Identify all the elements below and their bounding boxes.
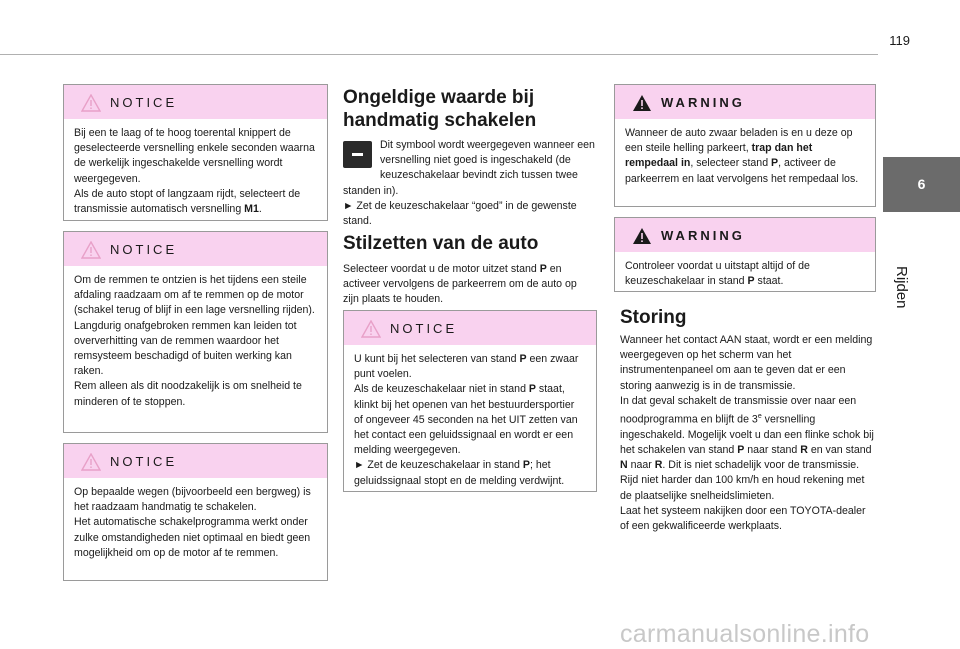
superscript: e — [757, 413, 762, 421]
notice-title: NOTICE — [390, 321, 458, 336]
notice-text: U kunt bij het selecteren van stand — [354, 353, 520, 365]
warning-text: staat. — [754, 275, 784, 288]
section-text: . Dit is niet schadelijk voor de transmissie. Rijd niet harder dan 100 km/h en houd rekening met de plaatselijke snelheidslimieten. Laat het systeem nakijken door een TOYOTA-dealer of een gekwalificeerde werkplaats. — [620, 459, 866, 532]
notice-box-4 — [343, 310, 597, 492]
notice-text: een zwaar punt voelen. Als de keuzeschakelaar niet in stand — [354, 353, 579, 396]
section-text: Selecteer voordat u de motor uitzet stand — [343, 263, 540, 275]
section-body — [343, 138, 595, 229]
notice-title: NOTICE — [110, 454, 178, 469]
gear-n: N — [620, 459, 628, 472]
warning-box-2 — [614, 217, 876, 292]
notice-body — [64, 119, 327, 217]
warning-triangle-filled-icon — [632, 227, 652, 245]
notice-title: NOTICE — [110, 95, 178, 110]
warning-triangle-outline-icon — [81, 241, 101, 259]
gear-p: P — [747, 275, 755, 288]
notice-text: Op bepaalde wegen (bijvoorbeeld een bergweg) is het raadzaam handmatig te schakelen. Het automatische schakelprogramma werkt onder zulke omstandigheden niet optimaal en biedt geen mogelijkheid om op de motor af te remmen. — [74, 486, 311, 559]
section-heading: Stilzetten van de auto — [343, 233, 539, 254]
section-text: versnelling ingeschakeld. Mogelijk voelt u dan een flinke schok bij het schakelen van stand — [620, 413, 874, 456]
section-failure — [620, 306, 874, 534]
warning-title: WARNING — [661, 228, 745, 243]
notice-header — [344, 311, 596, 345]
section-text: Dit symbool wordt weergegeven wanneer een versnelling niet goed is ingeschakeld (de keuzeschakelaar bevindt zich tussen twee standen in). — [343, 139, 595, 197]
notice-box-1 — [63, 84, 328, 221]
notice-header — [64, 85, 327, 119]
warning-header — [615, 218, 875, 252]
warning-box-1 — [614, 84, 876, 207]
warning-triangle-outline-icon — [81, 453, 101, 471]
section-text: en van stand — [807, 443, 872, 456]
gear-p: P — [771, 157, 779, 170]
gear-p: P — [528, 383, 536, 396]
section-text: naar — [627, 459, 655, 472]
warning-triangle-outline-icon — [81, 94, 101, 112]
gear-r: R — [654, 459, 663, 472]
warning-text: , selecteer stand — [690, 157, 772, 170]
notice-title: NOTICE — [110, 242, 178, 257]
notice-box-2 — [63, 231, 328, 433]
warning-text: Controleer voordat u uitstapt altijd of de keuzeschakelaar in stand — [625, 260, 810, 288]
notice-body — [64, 478, 327, 561]
warning-text: , activeer de parkeerrem en laat vervolgens het rempedaal los. — [625, 157, 859, 185]
warning-body — [615, 252, 875, 289]
section-heading: Ongeldige waarde bij handmatig schakelen — [343, 87, 537, 131]
notice-text: ; het geluidssignaal stopt en de melding verdwijnt. — [354, 459, 565, 487]
notice-text: Om de remmen te ontzien is het tijdens een steile afdaling raadzaam om af te remmen op de motor (schakel terug of blijf in een lage versnelling rijden). Langdurig onafgebroken remmen kan leiden tot oververhitting van de remmen waardoor het remsysteem beschadigd of buiten werking kan raken. Rem alleen als dit noodzakelijk is om snelheid te minderen of te stoppen. — [74, 274, 315, 408]
warning-emphasis: trap dan het rempedaal in — [625, 142, 813, 170]
section-invalid-gear — [343, 86, 595, 229]
warning-triangle-outline-icon — [361, 320, 381, 338]
section-text: Wanneer het contact AAN staat, wordt er een melding weergegeven op het scherm van het instrumentenpaneel om aan te geven dat er een storing aanwezig is in de transmissie. In dat geval schakelt de transmissie over naar een noodprogramma en blijft de 3 — [620, 334, 873, 426]
warning-triangle-filled-icon — [632, 94, 652, 112]
gear-p: P — [737, 443, 745, 456]
notice-body — [344, 345, 596, 489]
notice-end: . — [258, 203, 262, 216]
warning-text: Wanneer de auto zwaar beladen is en u deze op een steile helling parkeert, — [625, 127, 853, 155]
gear-p: P — [539, 263, 547, 275]
section-heading: Storing — [620, 307, 687, 328]
section-text: naar stand — [744, 443, 801, 456]
header-rule — [0, 54, 878, 55]
warning-header — [615, 85, 875, 119]
notice-header — [64, 232, 327, 266]
notice-header — [64, 444, 327, 478]
notice-body — [64, 266, 327, 410]
gear-p: P — [519, 353, 527, 365]
chapter-label-wrap — [886, 218, 916, 309]
footer-wordmark[interactable]: carmanualsonline.info — [620, 620, 870, 648]
warning-body — [615, 119, 875, 187]
warning-title: WARNING — [661, 95, 745, 110]
notice-text: staat, klinkt bij het openen van het bestuurdersportier of ongeveer 45 seconden na het UIT zetten van het contact een geluidssignaal en wordt er een melding weergegeven. ► Zet de keuzeschakelaar in stand — [354, 383, 578, 472]
chapter-tab[interactable] — [883, 157, 960, 212]
gear-r: R — [800, 443, 808, 456]
gear-p: P — [522, 459, 530, 472]
section-body — [343, 262, 595, 308]
chapter-label: Rijden — [893, 266, 910, 309]
notice-box-3 — [63, 443, 328, 581]
gear-m1: M1 — [244, 203, 259, 216]
instruction-step: ► Zet de keuzeschakelaar “goed” in de gewenste stand. — [343, 199, 577, 228]
section-stop — [343, 232, 595, 308]
page-number: 119 — [889, 33, 910, 48]
notice-text: Bij een te laag of te hoog toerental knippert de geselecteerde versnelling enkele seconden waarna de werkelijk ingeschakelde versnelling wordt weergegeven. Als de auto stopt of langzaam rijdt, selecteert de transmissie automatisch versnelling — [74, 127, 315, 216]
chapter-number: 6 — [917, 176, 926, 192]
section-text: en activeer vervolgens de parkeerrem om de auto op zijn plaats te houden. — [343, 263, 577, 306]
minus-square-icon — [343, 141, 372, 168]
section-body — [620, 333, 874, 534]
